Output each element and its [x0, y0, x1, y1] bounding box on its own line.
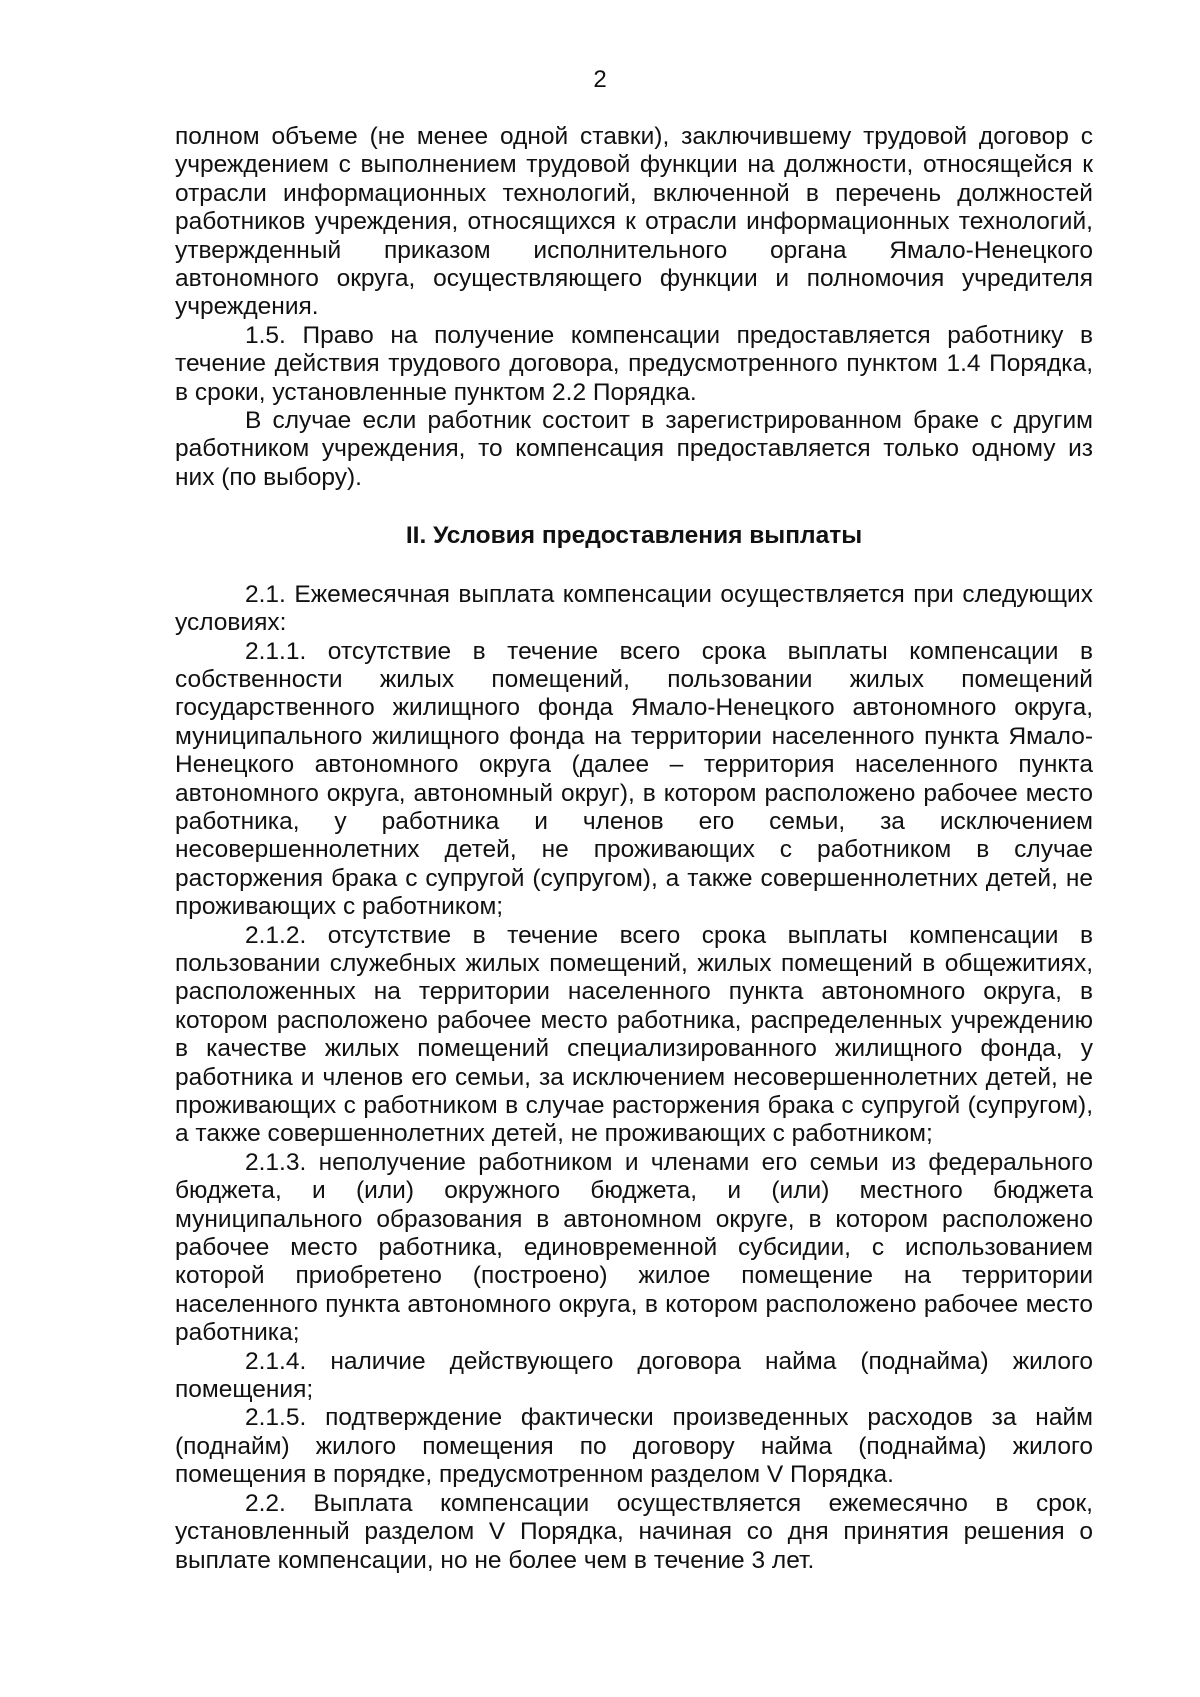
paragraph-continuation: полном объеме (не менее одной ставки), заключившему трудовой договор с учреждением с выполнением трудовой функции на должности, относящейся к отрасли информационных технологий, включенной в перечень должностей работников учреждения, относящихся к отрасли информационных технологий, утвержденный приказом исполнительного органа Ямало-Ненецкого автономного округа, осуществляющего функции и полномочия учредителя учреждения.: [175, 123, 1093, 321]
paragraph-2-1-5: 2.1.5. подтверждение фактически произведенных расходов за найм (поднайм) жилого помещения по договору найма (поднайма) жилого помещения в порядке, предусмотренном разделом V Порядка.: [175, 1404, 1093, 1489]
page-number: 2: [593, 66, 607, 93]
paragraph-2-1-3: 2.1.3. неполучение работником и членами его семьи из федерального бюджета, и (или) окружного бюджета, и (или) местного бюджета муниципального образования в автономном округе, в котором расположено рабочее место работника, единовременной субсидии, с использованием которой приобретено (построено) жилое помещение на территории населенного пункта автономного округа, в котором расположено рабочее место работника;: [175, 1148, 1093, 1347]
paragraph-2-2: 2.2. Выплата компенсации осуществляется ежемесячно в срок, установленный разделом V Порядка, начиная со дня принятия решения о выплате компенсации, но не более чем в течение 3 лет.: [175, 1489, 1093, 1574]
paragraph-2-1-1: 2.1.1. отсутствие в течение всего срока выплаты компенсации в собственности жилых помещений, пользовании жилых помещений государственного жилищного фонда Ямало-Ненецкого автономного округа, муниципального жилищного фонда на территории населенного пункта Ямало-Ненецкого автономного округа (далее – территория населенного пункта автономного округа, автономный округ), в котором расположено рабочее место работника, у работника и членов его семьи, за исключением несовершеннолетних детей, не проживающих с работником в случае расторжения брака с супругой (супругом), а также совершеннолетних детей, не проживающих с работником;: [175, 637, 1093, 921]
paragraph-2-1: 2.1. Ежемесячная выплата компенсации осуществляется при следующих условиях:: [175, 580, 1093, 637]
paragraph-2-1-4: 2.1.4. наличие действующего договора найма (поднайма) жилого помещения;: [175, 1347, 1093, 1404]
paragraph-2-1-2: 2.1.2. отсутствие в течение всего срока выплаты компенсации в пользовании служебных жилых помещений, жилых помещений в общежитиях, расположенных на территории населенного пункта автономного округа, в котором расположено рабочее место работника, распределенных учреждению в качестве жилых помещений специализированного жилищного фонда, у работника и членов его семьи, за исключением несовершеннолетних детей, не проживающих с работником в случае расторжения брака с супругой (супругом), а также совершеннолетних детей, не проживающих с работником;: [175, 921, 1093, 1148]
document-body: [175, 123, 1093, 1575]
paragraph-marriage: В случае если работник состоит в зарегистрированном браке с другим работником учреждения, то компенсация предоставляется только одному из них (по выбору).: [175, 407, 1093, 491]
section-heading: II. Условия предоставления выплаты: [405, 522, 863, 550]
paragraph-1-5: 1.5. Право на получение компенсации предоставляется работнику в течение действия трудового договора, предусмотренного пунктом 1.4 Порядка, в сроки, установленные пунктом 2.2 Порядка.: [175, 321, 1093, 406]
